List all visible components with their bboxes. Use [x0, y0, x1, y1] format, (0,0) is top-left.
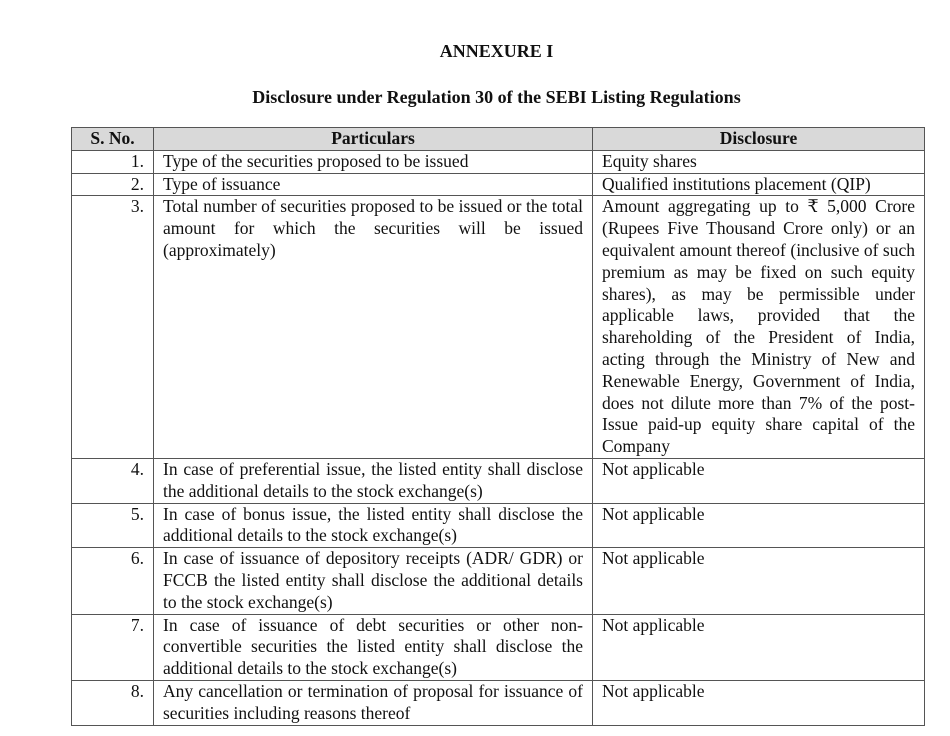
row-particulars: In case of bonus issue, the listed entity shall disclose the additional details to the stock exchange(s) — [154, 503, 593, 548]
table-row — [72, 680, 925, 725]
table-row — [72, 173, 925, 196]
row-sno: 7. — [72, 614, 154, 680]
row-particulars: In case of issuance of debt securities or other non-convertible securities the listed entity shall disclose the additional details to the stock exchange(s) — [154, 614, 593, 680]
row-disclosure: Not applicable — [593, 548, 925, 614]
row-disclosure: Amount aggregating up to ₹ 5,000 Crore (Rupees Five Thousand Crore only) or an equivalent amount thereof (inclusive of such premium as may be fixed on such equity shares), as may be permissible under applicable laws, provided that the shareholding of the President of India, acting through the Ministry of New and Renewable Energy, Government of India, does not dilute more than 7% of the post-Issue paid-up equity share capital of the Company — [593, 196, 925, 459]
table-row — [72, 196, 925, 459]
row-particulars: Type of the securities proposed to be issued — [154, 150, 593, 173]
table-row — [72, 548, 925, 614]
header-particulars: Particulars — [154, 128, 593, 151]
table-row — [72, 614, 925, 680]
document-title: ANNEXURE I — [439, 41, 554, 61]
document-subtitle: Disclosure under Regulation 30 of the SEBI Listing Regulations — [252, 87, 741, 107]
row-disclosure: Not applicable — [593, 503, 925, 548]
row-disclosure: Not applicable — [593, 458, 925, 503]
row-particulars: Total number of securities proposed to be issued or the total amount for which the securities will be issued (approximately) — [154, 196, 593, 459]
row-sno: 8. — [72, 680, 154, 725]
row-sno: 5. — [72, 503, 154, 548]
row-particulars: Type of issuance — [154, 173, 593, 196]
header-sno: S. No. — [72, 128, 154, 151]
row-disclosure: Not applicable — [593, 680, 925, 725]
row-sno: 2. — [72, 173, 154, 196]
disclosure-table — [71, 127, 925, 726]
row-particulars: Any cancellation or termination of proposal for issuance of securities including reasons thereof — [154, 680, 593, 725]
row-sno: 4. — [72, 458, 154, 503]
table-row — [72, 150, 925, 173]
table-row — [72, 458, 925, 503]
table-header-row — [72, 128, 925, 151]
row-particulars: In case of preferential issue, the listed entity shall disclose the additional details to the stock exchange(s) — [154, 458, 593, 503]
row-particulars: In case of issuance of depository receipts (ADR/ GDR) or FCCB the listed entity shall disclose the additional details to the stock exchange(s) — [154, 548, 593, 614]
row-sno: 1. — [72, 150, 154, 173]
table-row — [72, 503, 925, 548]
header-disclosure: Disclosure — [593, 128, 925, 151]
row-sno: 3. — [72, 196, 154, 459]
row-disclosure: Qualified institutions placement (QIP) — [593, 173, 925, 196]
row-disclosure: Not applicable — [593, 614, 925, 680]
row-sno: 6. — [72, 548, 154, 614]
row-disclosure: Equity shares — [593, 150, 925, 173]
